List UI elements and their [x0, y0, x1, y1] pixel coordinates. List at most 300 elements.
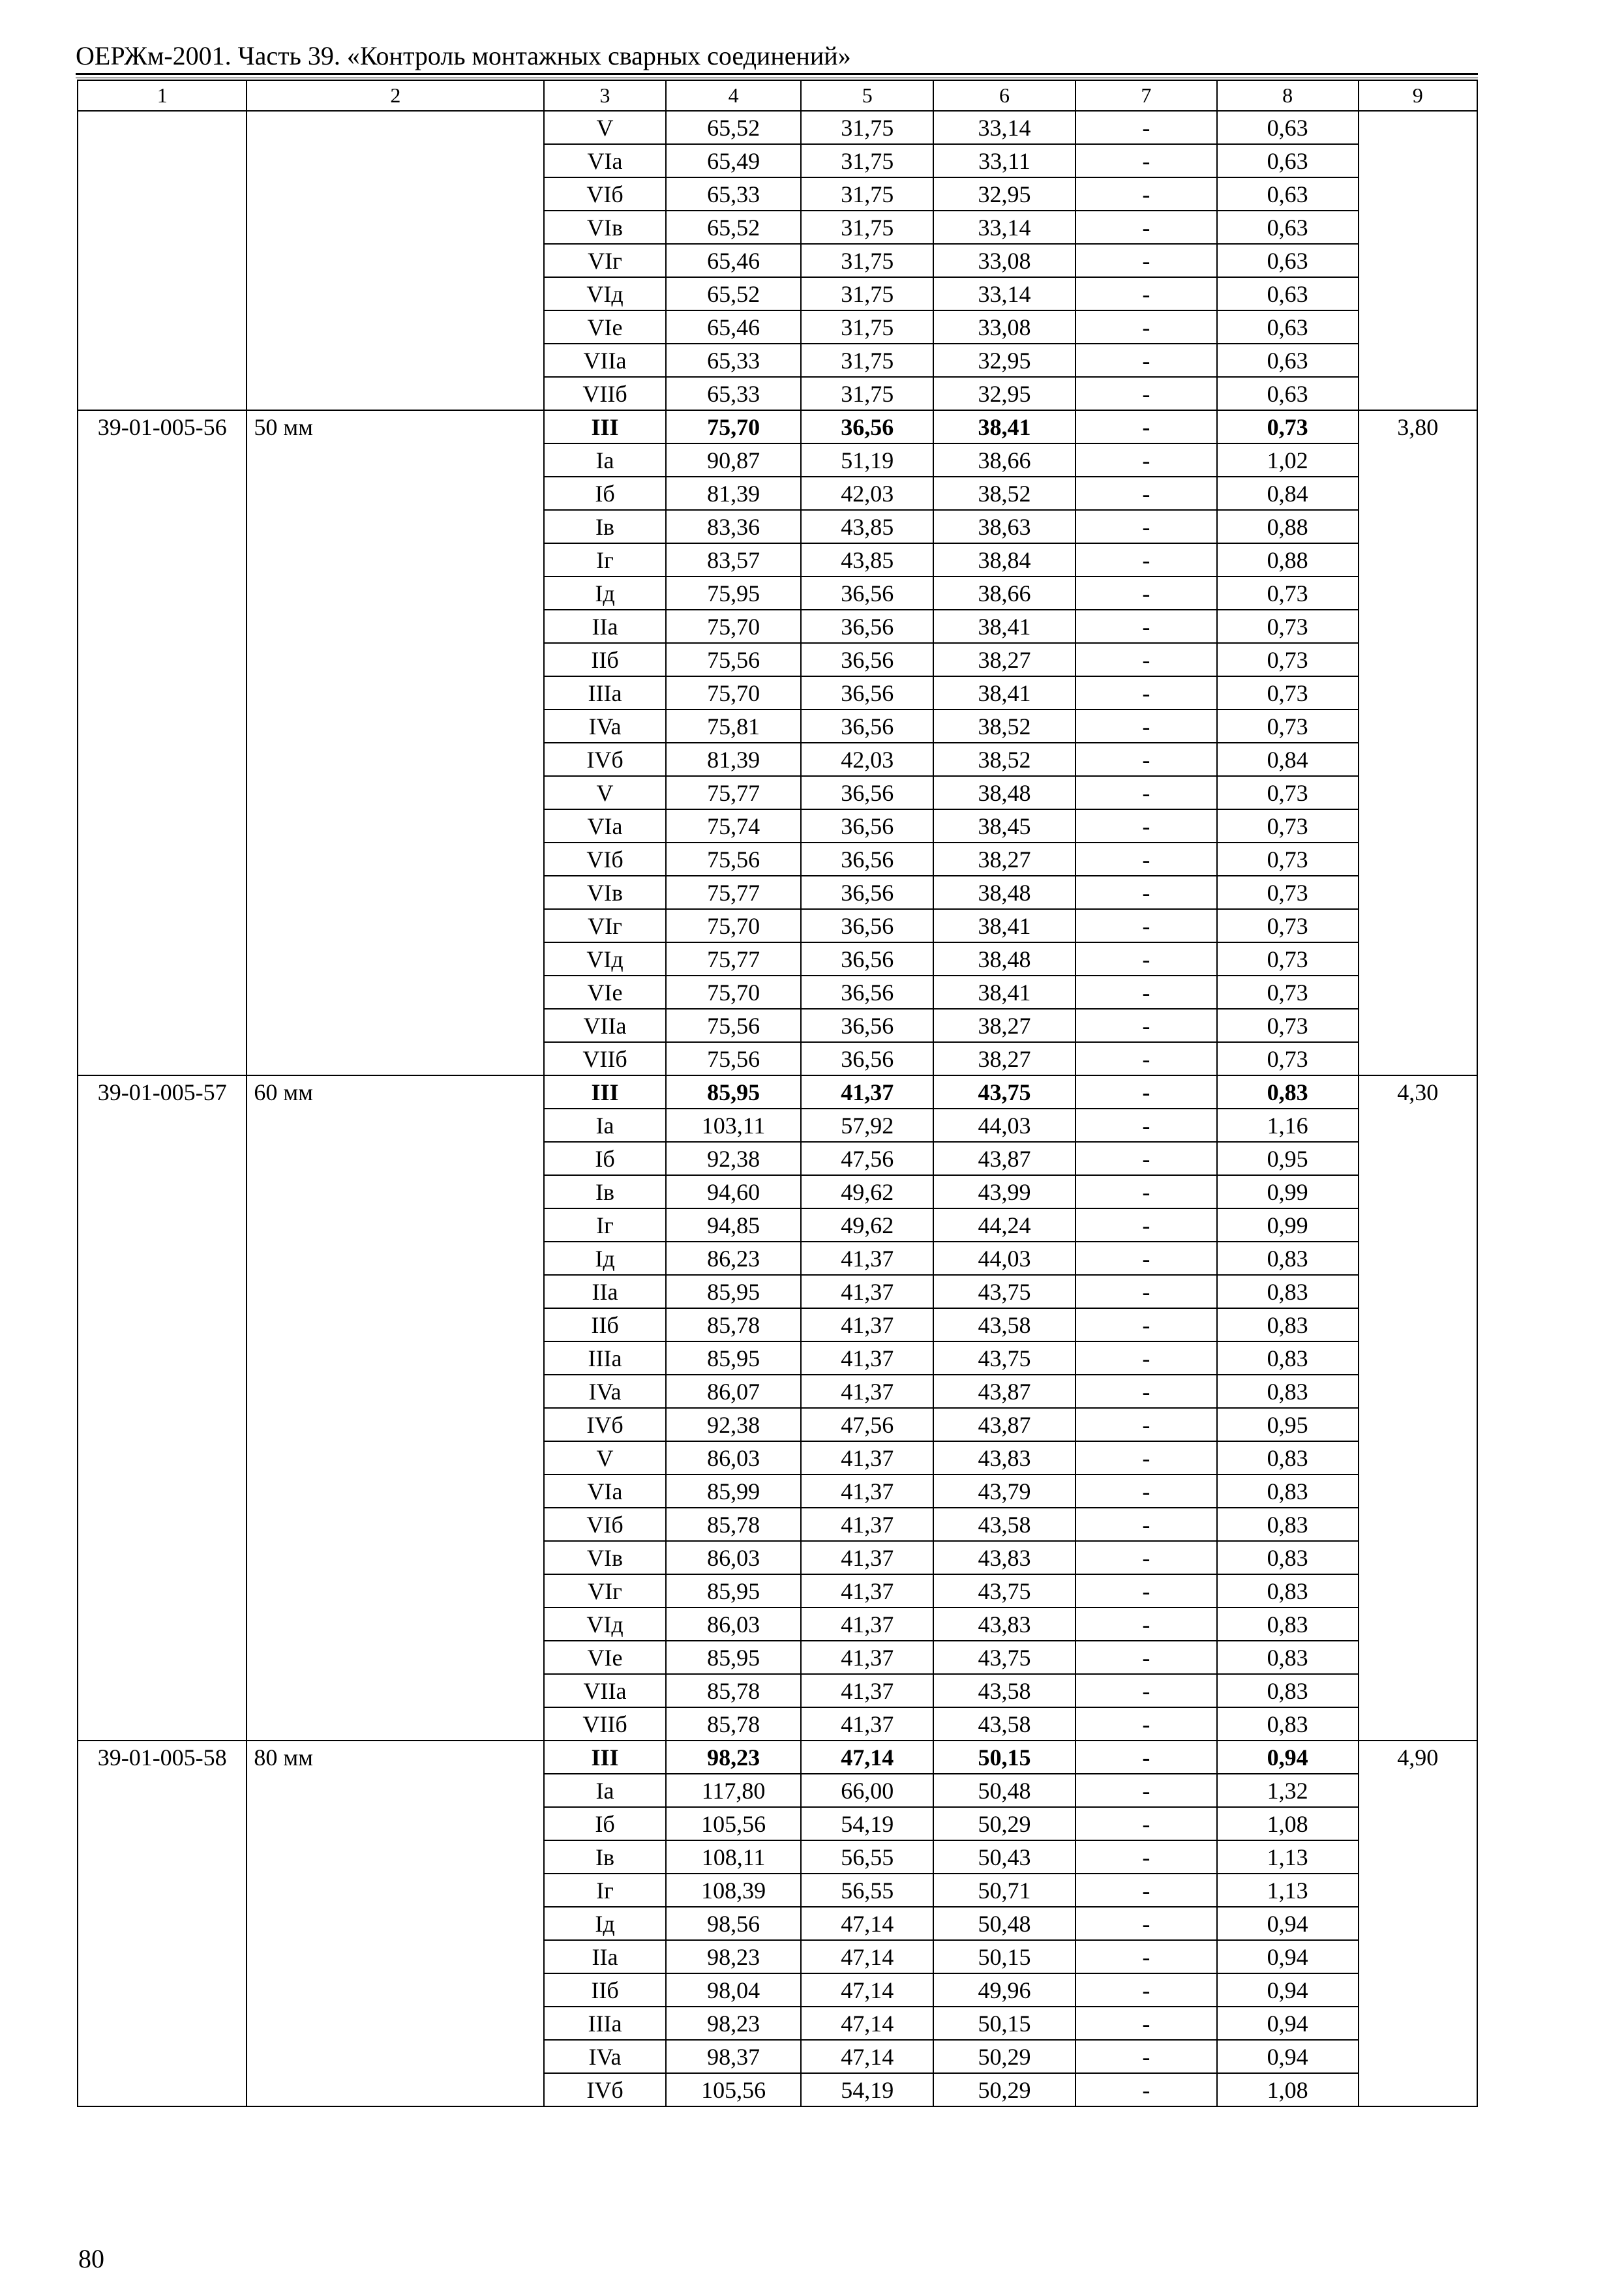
- table-cell: -: [1075, 1275, 1217, 1308]
- table-cell: 36,56: [801, 410, 933, 443]
- table-cell: 38,41: [933, 410, 1075, 443]
- table-cell: 41,37: [801, 1075, 933, 1109]
- table-cell: -: [1075, 1907, 1217, 1940]
- table-cell: 38,27: [933, 843, 1075, 876]
- table-cell: 1,16: [1217, 1109, 1359, 1142]
- table-cell: 98,04: [666, 1973, 802, 2007]
- table-cell: 0,94: [1217, 2007, 1359, 2040]
- table-cell: 85,95: [666, 1341, 802, 1375]
- table-cell: 86,03: [666, 1608, 802, 1641]
- table-cell: 36,56: [801, 676, 933, 710]
- table-cell: 98,23: [666, 2007, 802, 2040]
- item-code-cell: 39-01-005-58: [78, 1741, 247, 2106]
- table-cell: 0,88: [1217, 510, 1359, 543]
- table-cell: 38,66: [933, 443, 1075, 477]
- table-cell: III: [544, 410, 665, 443]
- table-cell: 49,96: [933, 1973, 1075, 2007]
- table-cell: 33,14: [933, 277, 1075, 310]
- table-cell: 0,73: [1217, 976, 1359, 1009]
- table-cell: 0,63: [1217, 244, 1359, 277]
- table-cell: 38,84: [933, 543, 1075, 576]
- table-cell: 0,83: [1217, 1308, 1359, 1341]
- table-cell: 0,73: [1217, 809, 1359, 843]
- table-cell: IIIa: [544, 1341, 665, 1375]
- table-cell: 43,75: [933, 1275, 1075, 1308]
- table-cell: 75,70: [666, 676, 802, 710]
- table-cell: 86,03: [666, 1541, 802, 1574]
- table-cell: Iб: [544, 477, 665, 510]
- table-cell: -: [1075, 1208, 1217, 1242]
- column-number: 7: [1075, 80, 1217, 111]
- table-cell: 0,73: [1217, 643, 1359, 676]
- table-cell: 108,39: [666, 1874, 802, 1907]
- table-cell: -: [1075, 1308, 1217, 1341]
- table-cell: 85,78: [666, 1707, 802, 1741]
- table-cell: 36,56: [801, 976, 933, 1009]
- table-cell: -: [1075, 776, 1217, 809]
- table-cell: 75,70: [666, 909, 802, 942]
- table-cell: 38,48: [933, 776, 1075, 809]
- table-cell: 0,73: [1217, 576, 1359, 610]
- table-cell: 33,14: [933, 111, 1075, 144]
- table-cell: 1,13: [1217, 1874, 1359, 1907]
- table-cell: Iд: [544, 1242, 665, 1275]
- table-cell: 94,85: [666, 1208, 802, 1242]
- table-cell: -: [1075, 1042, 1217, 1075]
- item-name-cell: 80 мм: [247, 1741, 544, 2106]
- table-cell: VIIб: [544, 377, 665, 410]
- table-cell: 43,58: [933, 1508, 1075, 1541]
- table-cell: -: [1075, 111, 1217, 144]
- table-cell: 75,77: [666, 942, 802, 976]
- table-cell: VIг: [544, 1574, 665, 1608]
- table-cell: 0,73: [1217, 942, 1359, 976]
- table-cell: 41,37: [801, 1641, 933, 1674]
- table-cell: 36,56: [801, 610, 933, 643]
- table-row: [78, 111, 1477, 144]
- table-cell: 31,75: [801, 310, 933, 344]
- table-cell: V: [544, 1441, 665, 1474]
- table-cell: 33,11: [933, 144, 1075, 177]
- table-cell: 43,87: [933, 1142, 1075, 1175]
- table-cell: Ia: [544, 1774, 665, 1807]
- table-cell: 50,48: [933, 1774, 1075, 1807]
- table-cell: 1,02: [1217, 443, 1359, 477]
- table-cell: 42,03: [801, 477, 933, 510]
- table-cell: 33,08: [933, 244, 1075, 277]
- table-cell: 36,56: [801, 909, 933, 942]
- table-cell: IVa: [544, 2040, 665, 2073]
- table-cell: -: [1075, 1408, 1217, 1441]
- table-cell: -: [1075, 909, 1217, 942]
- table-cell: VIa: [544, 809, 665, 843]
- table-cell: 56,55: [801, 1874, 933, 1907]
- table-cell: 1,08: [1217, 2073, 1359, 2106]
- table-cell: VIIб: [544, 1707, 665, 1741]
- table-cell: 33,08: [933, 310, 1075, 344]
- table-cell: -: [1075, 676, 1217, 710]
- table-cell: 41,37: [801, 1242, 933, 1275]
- table-cell: 0,73: [1217, 676, 1359, 710]
- table-cell: 83,57: [666, 543, 802, 576]
- table-body: [78, 80, 1477, 2106]
- table-cell: 75,56: [666, 1042, 802, 1075]
- table-cell: -: [1075, 843, 1217, 876]
- table-cell: 75,95: [666, 576, 802, 610]
- table-cell: -: [1075, 1608, 1217, 1641]
- table-cell: 85,95: [666, 1075, 802, 1109]
- table-cell: -: [1075, 1574, 1217, 1608]
- table-cell: 85,78: [666, 1508, 802, 1541]
- table-cell: 0,83: [1217, 1474, 1359, 1508]
- table-cell: 0,99: [1217, 1208, 1359, 1242]
- table-cell: 0,95: [1217, 1408, 1359, 1441]
- table-cell: -: [1075, 2040, 1217, 2073]
- table-cell: 36,56: [801, 576, 933, 610]
- table-cell: -: [1075, 2007, 1217, 2040]
- table-cell: 0,73: [1217, 610, 1359, 643]
- table-cell: IIб: [544, 643, 665, 676]
- table-cell: -: [1075, 710, 1217, 743]
- table-cell: IVб: [544, 2073, 665, 2106]
- table-cell: -: [1075, 1641, 1217, 1674]
- table-cell: 0,73: [1217, 843, 1359, 876]
- table-cell: 0,83: [1217, 1574, 1359, 1608]
- table-cell: 0,94: [1217, 1973, 1359, 2007]
- item-total-cell: [1359, 111, 1477, 410]
- table-cell: 75,70: [666, 976, 802, 1009]
- table-cell: 94,60: [666, 1175, 802, 1208]
- table-cell: 83,36: [666, 510, 802, 543]
- item-name-cell: 60 мм: [247, 1075, 544, 1741]
- table-cell: 36,56: [801, 1009, 933, 1042]
- table-cell: 108,11: [666, 1840, 802, 1874]
- table-cell: 31,75: [801, 111, 933, 144]
- table-cell: 31,75: [801, 144, 933, 177]
- table-cell: 117,80: [666, 1774, 802, 1807]
- rates-table: [77, 80, 1478, 2107]
- table-cell: 75,56: [666, 1009, 802, 1042]
- table-cell: -: [1075, 1973, 1217, 2007]
- table-cell: 50,29: [933, 1807, 1075, 1840]
- table-cell: VIe: [544, 310, 665, 344]
- table-cell: 38,48: [933, 876, 1075, 909]
- header-rule: [76, 73, 1478, 78]
- table-cell: 98,37: [666, 2040, 802, 2073]
- table-cell: IIIa: [544, 676, 665, 710]
- table-cell: 0,88: [1217, 543, 1359, 576]
- table-cell: 38,52: [933, 477, 1075, 510]
- table-cell: -: [1075, 1109, 1217, 1142]
- table-cell: 41,37: [801, 1541, 933, 1574]
- table-cell: -: [1075, 344, 1217, 377]
- table-cell: 47,14: [801, 2040, 933, 2073]
- table-cell: 41,37: [801, 1308, 933, 1341]
- table-cell: 47,14: [801, 1940, 933, 1973]
- table-cell: 0,83: [1217, 1375, 1359, 1408]
- table-cell: Iд: [544, 576, 665, 610]
- table-cell: IVб: [544, 1408, 665, 1441]
- table-cell: -: [1075, 876, 1217, 909]
- table-cell: -: [1075, 1674, 1217, 1707]
- table-cell: 0,83: [1217, 1075, 1359, 1109]
- table-cell: 0,83: [1217, 1341, 1359, 1375]
- table-cell: 90,87: [666, 443, 802, 477]
- table-cell: 41,37: [801, 1375, 933, 1408]
- table-cell: 47,14: [801, 1973, 933, 2007]
- column-number: 6: [933, 80, 1075, 111]
- table-cell: 0,73: [1217, 776, 1359, 809]
- column-number-row: [78, 80, 1477, 111]
- table-cell: 36,56: [801, 809, 933, 843]
- table-cell: 41,37: [801, 1441, 933, 1474]
- table-cell: 31,75: [801, 244, 933, 277]
- table-cell: 47,14: [801, 1741, 933, 1774]
- table-cell: 38,66: [933, 576, 1075, 610]
- table-cell: VIIa: [544, 344, 665, 377]
- table-cell: 50,71: [933, 1874, 1075, 1907]
- table-cell: 0,84: [1217, 743, 1359, 776]
- table-cell: -: [1075, 1375, 1217, 1408]
- table-cell: 43,79: [933, 1474, 1075, 1508]
- table-cell: 0,94: [1217, 1741, 1359, 1774]
- table-cell: 0,84: [1217, 477, 1359, 510]
- table-row: [78, 410, 1477, 443]
- table-cell: 75,81: [666, 710, 802, 743]
- table-cell: Iг: [544, 1874, 665, 1907]
- table-cell: VIб: [544, 843, 665, 876]
- table-cell: 86,07: [666, 1375, 802, 1408]
- table-cell: 85,95: [666, 1574, 802, 1608]
- table-cell: 36,56: [801, 776, 933, 809]
- table-cell: -: [1075, 1874, 1217, 1907]
- table-cell: 54,19: [801, 1807, 933, 1840]
- table-cell: 65,33: [666, 177, 802, 211]
- table-cell: -: [1075, 510, 1217, 543]
- table-cell: 57,92: [801, 1109, 933, 1142]
- table-cell: 75,74: [666, 809, 802, 843]
- table-cell: -: [1075, 177, 1217, 211]
- table-cell: 41,37: [801, 1474, 933, 1508]
- table-cell: 0,83: [1217, 1707, 1359, 1741]
- table-cell: VIe: [544, 1641, 665, 1674]
- table-cell: 36,56: [801, 843, 933, 876]
- table-cell: VIг: [544, 244, 665, 277]
- table-cell: 43,58: [933, 1308, 1075, 1341]
- table-cell: Ia: [544, 1109, 665, 1142]
- table-cell: -: [1075, 1142, 1217, 1175]
- table-cell: -: [1075, 543, 1217, 576]
- table-cell: 36,56: [801, 1042, 933, 1075]
- table-cell: 36,56: [801, 942, 933, 976]
- page-number: 80: [78, 2244, 104, 2273]
- table-cell: -: [1075, 1840, 1217, 1874]
- table-cell: Ia: [544, 443, 665, 477]
- table-cell: III: [544, 1741, 665, 1774]
- column-number: 9: [1359, 80, 1477, 111]
- table-cell: VIд: [544, 277, 665, 310]
- column-number: 8: [1217, 80, 1359, 111]
- table-cell: -: [1075, 1774, 1217, 1807]
- table-cell: 44,03: [933, 1109, 1075, 1142]
- table-cell: 43,83: [933, 1608, 1075, 1641]
- table-cell: 32,95: [933, 344, 1075, 377]
- table-cell: 44,24: [933, 1208, 1075, 1242]
- table-cell: -: [1075, 1242, 1217, 1275]
- table-cell: -: [1075, 2073, 1217, 2106]
- table-cell: 38,63: [933, 510, 1075, 543]
- table-cell: 36,56: [801, 643, 933, 676]
- table-cell: -: [1075, 277, 1217, 310]
- table-cell: 50,15: [933, 2007, 1075, 2040]
- table-cell: 50,15: [933, 1940, 1075, 1973]
- table-cell: IIa: [544, 610, 665, 643]
- table-row: [78, 1075, 1477, 1109]
- table-cell: 75,56: [666, 643, 802, 676]
- table-cell: -: [1075, 1075, 1217, 1109]
- table-cell: -: [1075, 1940, 1217, 1973]
- table-cell: 0,63: [1217, 177, 1359, 211]
- table-cell: 75,56: [666, 843, 802, 876]
- table-cell: -: [1075, 410, 1217, 443]
- table-cell: 43,75: [933, 1075, 1075, 1109]
- table-cell: IIб: [544, 1308, 665, 1341]
- table-cell: 0,73: [1217, 876, 1359, 909]
- table-cell: 50,48: [933, 1907, 1075, 1940]
- table-cell: 65,52: [666, 111, 802, 144]
- table-cell: Iг: [544, 543, 665, 576]
- table-cell: -: [1075, 1707, 1217, 1741]
- table-cell: 38,52: [933, 710, 1075, 743]
- table-cell: VIIa: [544, 1009, 665, 1042]
- table-cell: -: [1075, 1175, 1217, 1208]
- table-cell: 31,75: [801, 377, 933, 410]
- table-cell: 0,73: [1217, 909, 1359, 942]
- table-cell: VIб: [544, 1508, 665, 1541]
- table-cell: -: [1075, 477, 1217, 510]
- table-cell: 0,83: [1217, 1275, 1359, 1308]
- table-cell: 42,03: [801, 743, 933, 776]
- table-cell: 85,99: [666, 1474, 802, 1508]
- table-cell: 31,75: [801, 277, 933, 310]
- table-cell: 50,29: [933, 2040, 1075, 2073]
- table-cell: 43,99: [933, 1175, 1075, 1208]
- table-cell: 43,75: [933, 1641, 1075, 1674]
- table-cell: -: [1075, 1009, 1217, 1042]
- table-cell: VIIб: [544, 1042, 665, 1075]
- table-cell: 41,37: [801, 1508, 933, 1541]
- table-cell: 38,27: [933, 643, 1075, 676]
- table-cell: 43,87: [933, 1375, 1075, 1408]
- item-total-cell: 4,30: [1359, 1075, 1477, 1741]
- table-cell: 38,27: [933, 1009, 1075, 1042]
- table-cell: 31,75: [801, 344, 933, 377]
- table-cell: 75,70: [666, 610, 802, 643]
- table-cell: 75,70: [666, 410, 802, 443]
- page-header-title: ОЕРЖм-2001. Часть 39. «Контроль монтажных сварных соединений»: [76, 41, 851, 70]
- table-cell: -: [1075, 643, 1217, 676]
- table-cell: 47,14: [801, 2007, 933, 2040]
- table-cell: 50,15: [933, 1741, 1075, 1774]
- table-cell: 32,95: [933, 377, 1075, 410]
- table-cell: 38,45: [933, 809, 1075, 843]
- table-cell: 85,78: [666, 1308, 802, 1341]
- table-cell: 38,41: [933, 976, 1075, 1009]
- item-code-cell: 39-01-005-57: [78, 1075, 247, 1741]
- table-cell: -: [1075, 610, 1217, 643]
- table-cell: 36,56: [801, 710, 933, 743]
- table-cell: 56,55: [801, 1840, 933, 1874]
- table-cell: Iб: [544, 1807, 665, 1840]
- table-cell: 86,03: [666, 1441, 802, 1474]
- table-cell: 47,56: [801, 1408, 933, 1441]
- column-number: 5: [801, 80, 933, 111]
- table-cell: 0,83: [1217, 1541, 1359, 1574]
- table-cell: 0,83: [1217, 1242, 1359, 1275]
- table-cell: 43,83: [933, 1441, 1075, 1474]
- table-cell: 75,77: [666, 776, 802, 809]
- table-cell: -: [1075, 1441, 1217, 1474]
- table-cell: 43,75: [933, 1574, 1075, 1608]
- table-cell: 0,83: [1217, 1674, 1359, 1707]
- table-cell: VIa: [544, 144, 665, 177]
- table-cell: V: [544, 111, 665, 144]
- table-cell: 0,94: [1217, 1907, 1359, 1940]
- table-cell: 49,62: [801, 1175, 933, 1208]
- column-number: 4: [666, 80, 802, 111]
- table-cell: 41,37: [801, 1341, 933, 1375]
- table-cell: 85,78: [666, 1674, 802, 1707]
- table-cell: 0,94: [1217, 1940, 1359, 1973]
- table-cell: 54,19: [801, 2073, 933, 2106]
- table-cell: IIa: [544, 1940, 665, 1973]
- table-cell: 41,37: [801, 1275, 933, 1308]
- table-cell: 0,83: [1217, 1441, 1359, 1474]
- table-cell: 81,39: [666, 477, 802, 510]
- table-cell: 0,63: [1217, 377, 1359, 410]
- column-number: 3: [544, 80, 665, 111]
- table-cell: IIб: [544, 1973, 665, 2007]
- table-cell: 98,56: [666, 1907, 802, 1940]
- table-cell: 32,95: [933, 177, 1075, 211]
- table-cell: -: [1075, 1807, 1217, 1840]
- table-cell: IVб: [544, 743, 665, 776]
- item-total-cell: 3,80: [1359, 410, 1477, 1075]
- table-cell: 75,77: [666, 876, 802, 909]
- table-cell: 41,37: [801, 1674, 933, 1707]
- table-cell: VIa: [544, 1474, 665, 1508]
- item-code-cell: 39-01-005-56: [78, 410, 247, 1075]
- table-cell: 0,94: [1217, 2040, 1359, 2073]
- table-cell: 47,56: [801, 1142, 933, 1175]
- column-number: 1: [78, 80, 247, 111]
- table-cell: 41,37: [801, 1707, 933, 1741]
- table-cell: 81,39: [666, 743, 802, 776]
- table-cell: 38,27: [933, 1042, 1075, 1075]
- table-cell: -: [1075, 1341, 1217, 1375]
- table-cell: 0,63: [1217, 111, 1359, 144]
- table-cell: 0,73: [1217, 410, 1359, 443]
- table-cell: -: [1075, 244, 1217, 277]
- table-cell: Iд: [544, 1907, 665, 1940]
- table-cell: 47,14: [801, 1907, 933, 1940]
- table-cell: 36,56: [801, 876, 933, 909]
- table-cell: 38,41: [933, 610, 1075, 643]
- table-cell: 31,75: [801, 177, 933, 211]
- table-cell: IIa: [544, 1275, 665, 1308]
- table-cell: 0,73: [1217, 1009, 1359, 1042]
- table-cell: Iв: [544, 510, 665, 543]
